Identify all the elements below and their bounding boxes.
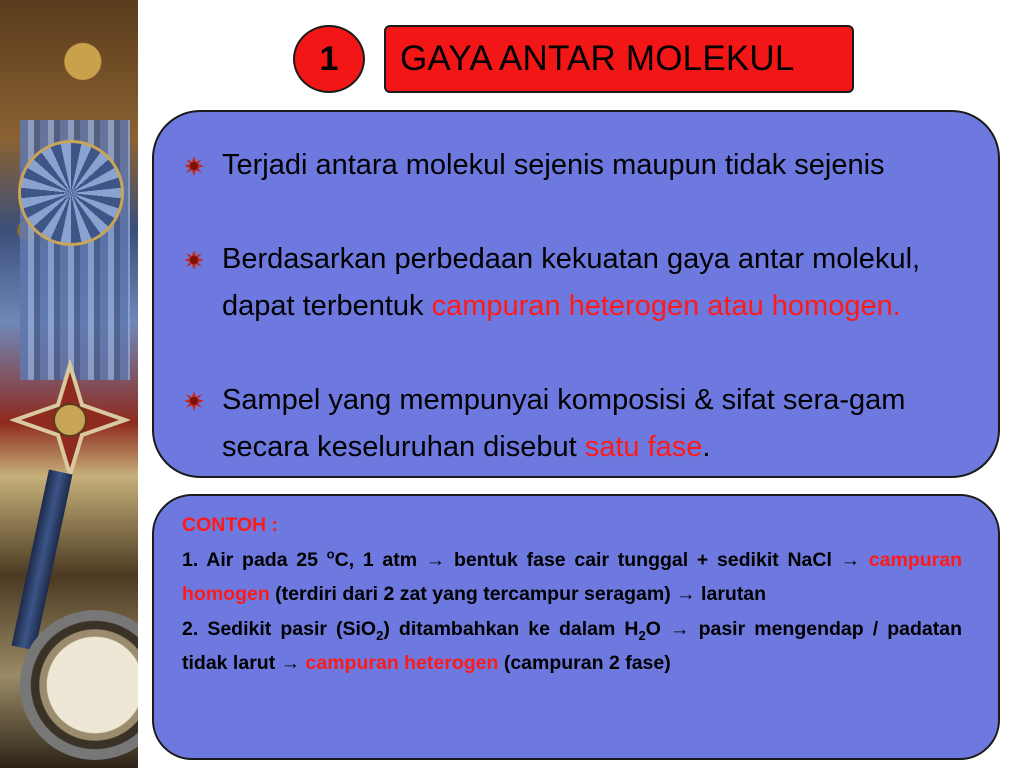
example-2-text-b: ) ditambahkan ke dalam H	[383, 617, 639, 640]
example-1-text-c: (terdiri dari 2 zat yang tercampur seragam) → larutan	[269, 583, 767, 605]
example-1-highlight: campuran homogen	[182, 548, 962, 605]
starburst-bullet-icon	[184, 250, 204, 270]
bullet-text-3-end: .	[702, 431, 711, 463]
subscript-2: 2	[638, 627, 646, 643]
bullet-text-3: Sampel yang mempunyai komposisi & sifat sera-gam secara keseluruhan disebut	[222, 384, 906, 463]
main-content-box	[152, 110, 1000, 478]
example-2-highlight: campuran heterogen	[305, 652, 499, 674]
slide-number-badge: 1	[293, 25, 365, 93]
medal-decoration-image	[0, 0, 138, 768]
example-item-1	[182, 543, 962, 612]
bullet-item-2	[184, 236, 974, 330]
example-2-text-a: 2. Sedikit pasir (SiO	[182, 617, 377, 640]
bullet-highlight-2: campuran heterogen atau homogen.	[431, 290, 901, 322]
slide-title	[384, 25, 854, 93]
example-box	[152, 494, 1000, 760]
example-2-text-d: (campuran 2 fase)	[498, 652, 671, 674]
degree-superscript: o	[326, 546, 335, 561]
example-heading: CONTOH :	[182, 514, 279, 536]
rosette-decoration	[18, 140, 124, 246]
example-1-text-b: C, 1 atm → bentuk fase cair tunggal + sedikit NaCl →	[334, 548, 869, 571]
bullet-item-3	[184, 377, 984, 471]
bullet-text-2: Berdasarkan perbedaan kekuatan gaya antar molekul, dapat terbentuk	[222, 243, 921, 322]
cross-medal-icon	[10, 360, 130, 480]
bullet-item-1	[184, 142, 944, 189]
example-2-text-c: O → pasir mengendap / padatan tidak larut →	[182, 617, 962, 674]
bullet-text-1: Terjadi antara molekul sejenis maupun tidak sejenis	[222, 149, 885, 181]
bullet-highlight-3: satu fase	[584, 431, 703, 463]
slide-title-text: GAYA ANTAR MOLEKUL	[400, 39, 795, 78]
subscript-2: 2	[376, 627, 384, 643]
starburst-bullet-icon	[184, 156, 204, 176]
example-item-2	[182, 612, 962, 681]
starburst-bullet-icon	[184, 391, 204, 411]
example-1-text-a: 1. Air pada 25	[182, 548, 327, 571]
